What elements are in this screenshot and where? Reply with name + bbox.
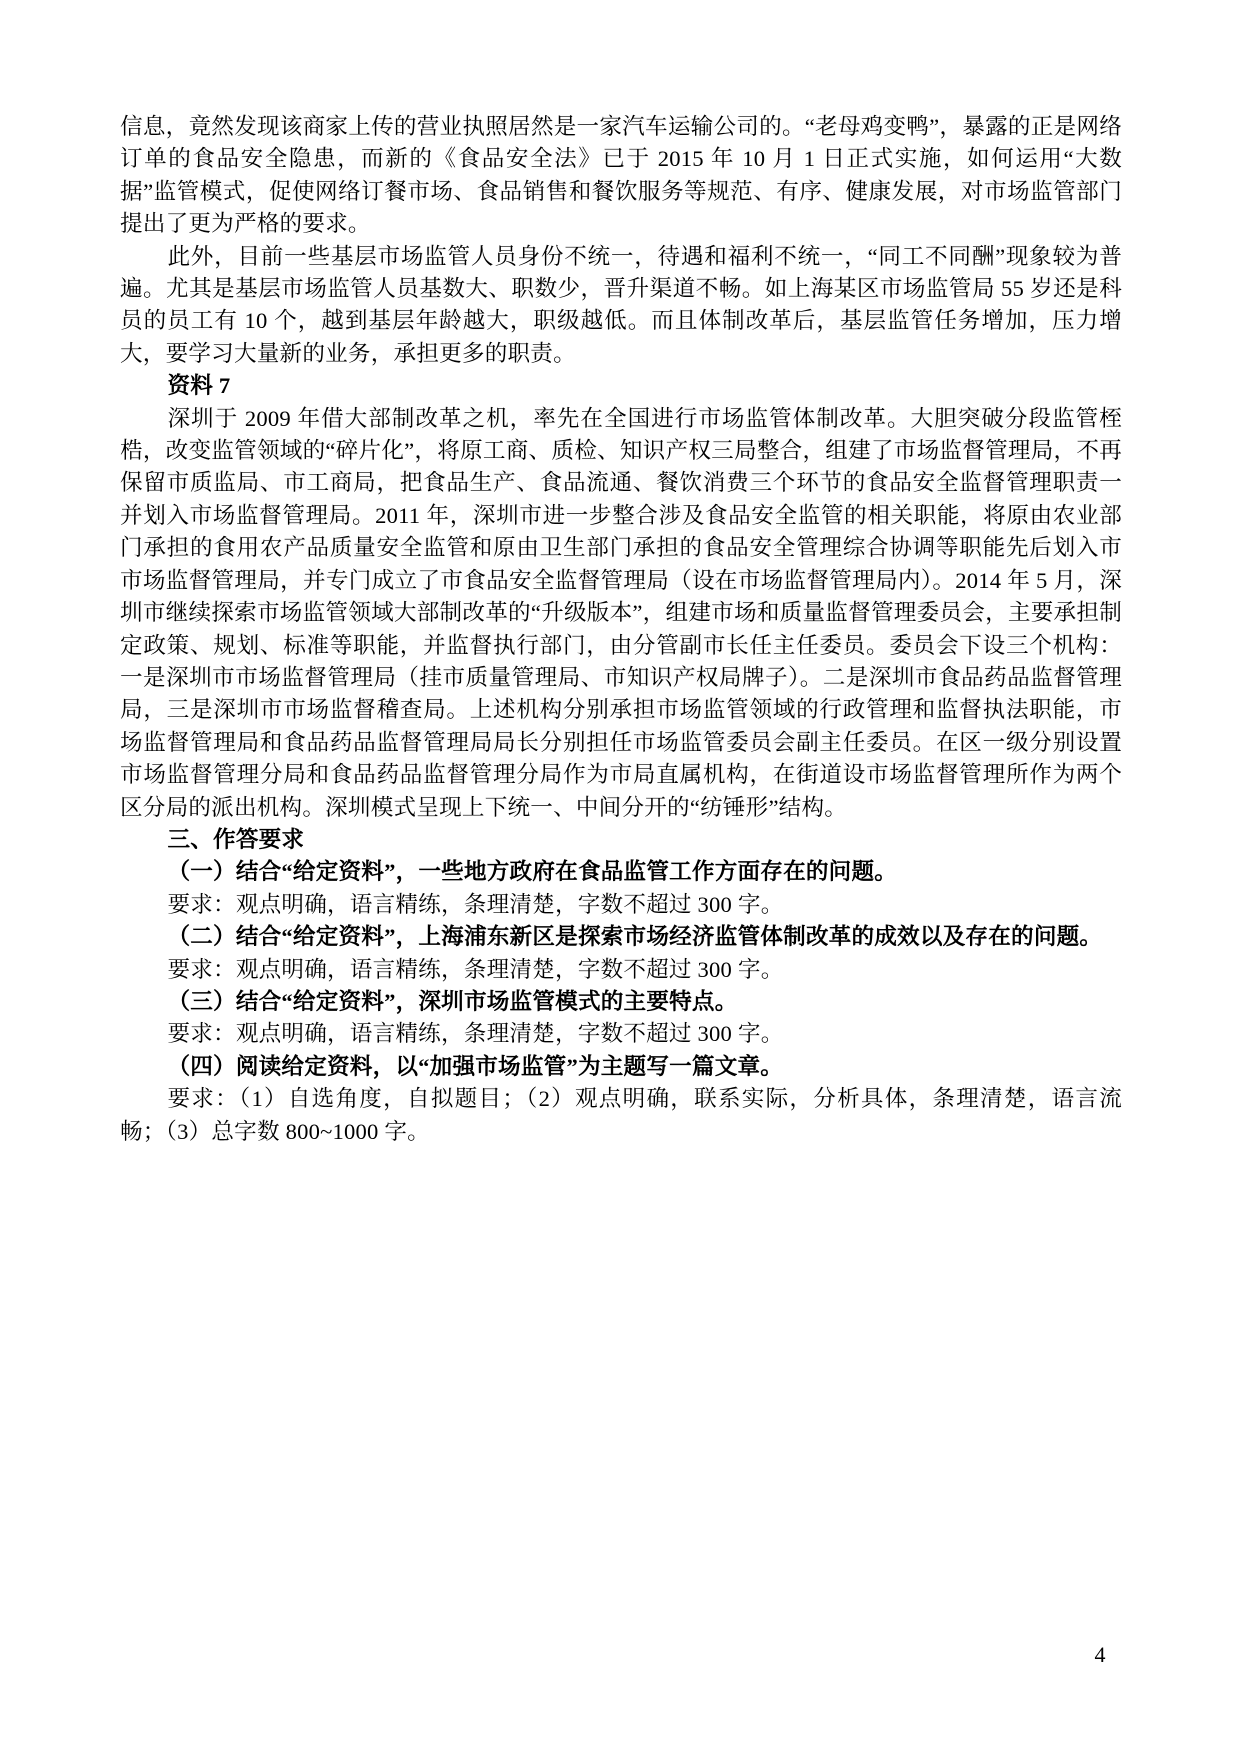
question-1: （一）结合“给定资料”，一些地方政府在食品监管工作方面存在的问题。 (167, 859, 898, 885)
para-shenzhen-reform: 深圳于 2009 年借大部制改革之机，率先在全国进行市场监管体制改革。大胆突破分段监管桎梏，改变监管领域的“碎片化”，将原工商、质检、知识产权三局整合，组建了市场监督管理局，不再保留市质监局、市工商局，把食品生产、食品流通、餐饮消费三个环节的食品安全监督管理职责一并划入市场监督管理局。2011 年，深圳市进一步整合涉及食品安全监管的相关职能，将原由农业部门承担的食用农产品质量安全监管和原由卫生部门承担的食品安全管理综合协调等职能先后划入市市场监督管理局，并专门成立了市食品安全监督管理局（设在市场监督管理局内）。2014 年 5 月，深圳市继续探索市场监管领域大部制改革的“升级版本”，组建市场和质量监督管理委员会，主要承担制定政策、规划、标准等职能，并监督执行部门，由分管副市长任主任委员。委员会下设三个机构：一是深圳市市场监督管理局（挂市质量管理局、市知识产权局牌子）。二是深圳市食品药品监督管理局，三是深圳市市场监督稽查局。上述机构分别承担市场监管领域的行政管理和监督执法职能，市场监督管理局和食品药品监督管理局局长分别担任市场监管委员会副主任委员。在区一级分别设置市场监督管理分局和食品药品监督管理分局作为市局直属机构，在街道设市场监督管理所作为两个区分局的派出机构。深圳模式呈现上下统一、中间分开的“纺锤形”结构。 (120, 405, 1122, 820)
page-number: 4 (1094, 1642, 1106, 1667)
question-2: （二）结合“给定资料”，上海浦东新区是探索市场经济监管体制改革的成效以及存在的问题。 (167, 924, 1103, 950)
requirement-4: 要求：（1）自选角度，自拟题目；（2）观点明确，联系实际，分析具体，条理清楚，语言流畅；（3）总字数 800~1000 字。 (120, 1086, 1122, 1144)
heading-answer-requirements: 三、作答要求 (167, 826, 305, 852)
heading-material-7: 资料 7 (167, 373, 231, 399)
question-4: （四）阅读给定资料，以“加强市场监管”为主题写一篇文章。 (167, 1053, 784, 1079)
requirement-3: 要求：观点明确，语言精练，条理清楚，字数不超过 300 字。 (167, 1021, 784, 1047)
question-3: （三）结合“给定资料”，深圳市场监管模式的主要特点。 (167, 988, 738, 1014)
requirement-2: 要求：观点明确，语言精练，条理清楚，字数不超过 300 字。 (167, 956, 784, 982)
document-body (120, 111, 1122, 1148)
para-grassroots-regulators: 此外，目前一些基层市场监管人员身份不统一，待遇和福利不统一，“同工不同酬”现象较为普遍。尤其是基层市场监管人员基数大、职数少，晋升渠道不畅。如上海某区市场监管局 55 岁还是科员的员工有 10 个，越到基层年龄越大，职级越低。而且体制改革后，基层监管任务增加，压力增大，要学习大量新的业务，承担更多的职责。 (120, 243, 1122, 366)
requirement-1: 要求：观点明确，语言精练，条理清楚，字数不超过 300 字。 (167, 891, 784, 917)
para-online-order-food-safety: 信息，竟然发现该商家上传的营业执照居然是一家汽车运输公司的。“老母鸡变鸭”，暴露的正是网络订单的食品安全隐患，而新的《食品安全法》已于 2015 年 10 月 1 日正式实施，如何运用“大数据”监管模式，促使网络订餐市场、食品销售和餐饮服务等规范、有序、健康发展，对市场监管部门提出了更为严格的要求。 (120, 114, 1122, 237)
